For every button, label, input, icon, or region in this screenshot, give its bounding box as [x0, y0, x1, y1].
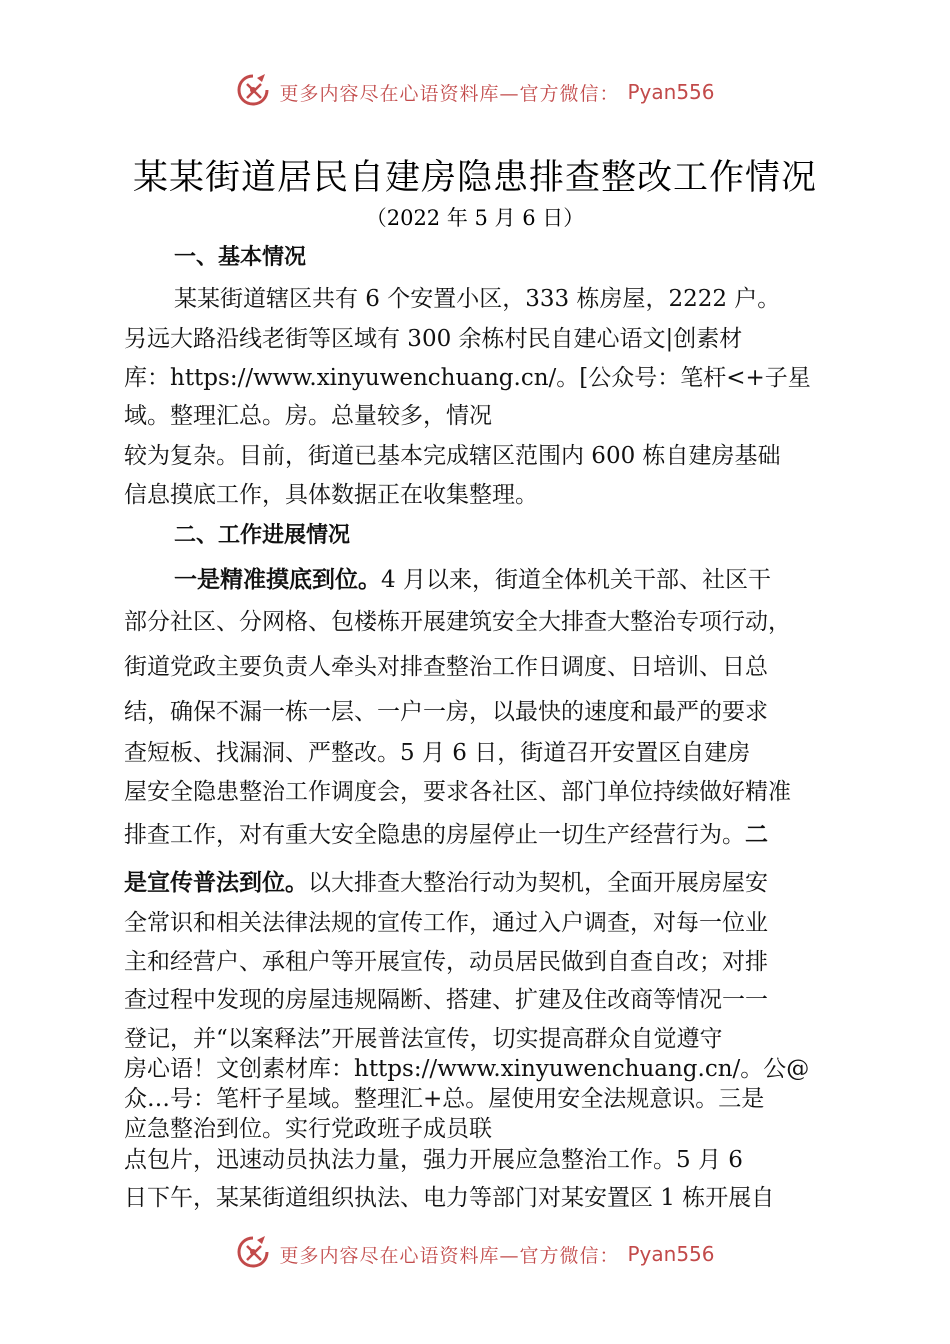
point-lead-bold: 一是精准摸底到位。 [174, 567, 381, 593]
watermark-banner-bottom [0, 1232, 950, 1276]
paragraph-line: 应急整治到位。实行党政班子成员联 [124, 1116, 492, 1142]
paragraph-line: 全常识和相关法律法规的宣传工作，通过入户调查，对每一位业 [124, 910, 768, 936]
point-text: 4 月以来，街道全体机关干部、社区干 [381, 567, 771, 593]
paragraph-line: 登记，并“以案释法”开展普法宣传，切实提高群众自觉遵守 [124, 1026, 723, 1052]
watermark-account: Pyan556 [627, 80, 715, 104]
watermark-account: Pyan556 [627, 1242, 715, 1266]
paragraph-line: 域。整理汇总。房。总量较多，情况 [124, 403, 492, 429]
watermark-text: 更多内容尽在心语资料库—官方微信： [279, 82, 620, 105]
paragraph-line: 日下午，某某街道组织执法、电力等部门对某安置区 1 栋开展自 [124, 1185, 775, 1211]
section-heading-progress: 二、工作进展情况 [174, 523, 351, 548]
paragraph-line: 较为复杂。目前，街道已基本完成辖区范围内 600 栋自建房基础 [124, 443, 781, 469]
document-title: 某某街道居民自建房隐患排查整改工作情况 [132, 158, 817, 198]
paragraph-line: 另远大路沿线老街等区域有 300 余栋村民自建心语文|创素材 [124, 326, 743, 352]
point-lead-bold: 二 [745, 822, 768, 848]
paragraph-line [174, 565, 844, 597]
watermark-banner-top [0, 70, 950, 114]
point-text: 排查工作，对有重大安全隐患的房屋停止一切生产经营行为。 [124, 822, 745, 848]
paragraph-line: 部分社区、分网格、包楼栋开展建筑安全大排查大整治专项行动， [124, 609, 791, 635]
paragraph-line: 库：https://www.xinyuwenchuang.cn/。[公众号：笔杆<+子星 [124, 365, 811, 391]
paragraph-line: 查过程中发现的房屋违规隔断、搭建、扩建及住改商等情况一一 [124, 987, 768, 1013]
paragraph-line: 主和经营户、承租户等开展宣传，动员居民做到自查自改；对排 [124, 949, 768, 975]
paragraph-line: 信息摸底工作，具体数据正在收集整理。 [124, 482, 538, 508]
paragraph-line [124, 868, 844, 900]
section-heading-basic: 一、基本情况 [174, 245, 307, 270]
paragraph-line: 查短板、找漏洞、严整改。5 月 6 日，街道召开安置区自建房 [124, 740, 751, 766]
xinyu-logo-icon [235, 72, 271, 112]
xinyu-logo-icon [235, 1234, 271, 1274]
paragraph-line: 点包片，迅速动员执法力量，强力开展应急整治工作。5 月 6 [124, 1147, 743, 1173]
document-date: （2022 年 5 月 6 日） [365, 206, 585, 230]
paragraph-line: 众…号：笔杆子星域。整理汇+总。屋使用安全法规意识。三是 [124, 1086, 765, 1112]
point-lead-bold: 是宣传普法到位。 [124, 870, 308, 896]
point-text: 以大排查大整治行动为契机，全面开展房屋安 [308, 870, 768, 896]
watermark-text: 更多内容尽在心语资料库—官方微信： [279, 1244, 620, 1267]
paragraph-line [124, 820, 844, 852]
paragraph-line: 街道党政主要负责人牵头对排查整治工作日调度、日培训、日总 [124, 654, 768, 680]
paragraph-line: 屋安全隐患整治工作调度会，要求各社区、部门单位持续做好精准 [124, 779, 791, 805]
paragraph-line: 某某街道辖区共有 6 个安置小区，333 栋房屋，2222 户。 [174, 286, 781, 312]
paragraph-line: 房心语！文创素材库：https://www.xinyuwenchuang.cn/。公@ [124, 1056, 810, 1082]
paragraph-line: 结，确保不漏一栋一层、一户一房，以最快的速度和最严的要求 [124, 699, 768, 725]
